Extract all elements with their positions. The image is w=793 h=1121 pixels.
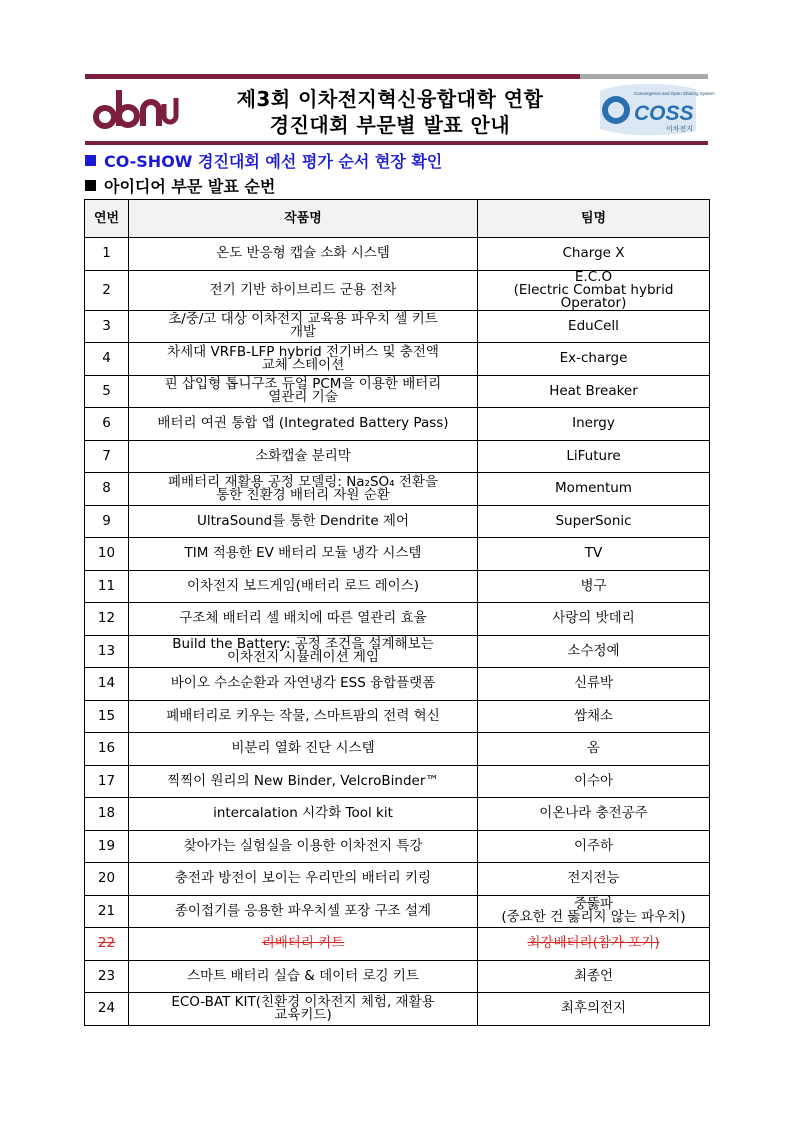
table-row: [85, 700, 710, 733]
table-row: [85, 603, 710, 636]
work-title: 온도 반응형 캡슐 소화 시스템: [129, 238, 478, 271]
table-row: [85, 473, 710, 506]
work-title: 스마트 배터리 실습 & 데이터 로깅 키트: [129, 960, 478, 993]
team-name: Charge X: [478, 238, 710, 271]
team-name: 이온나라 충전공주: [478, 798, 710, 831]
team-name: Inergy: [478, 408, 710, 441]
coss-tagline: Convergence and Open Sharing System: [634, 91, 715, 96]
table-row: [85, 505, 710, 538]
work-title-line-2: 교육키드): [274, 1006, 332, 1023]
title-line-1: 제3회 이차전지혁신융합대학 연합: [236, 87, 544, 111]
team-name: 옴: [478, 733, 710, 766]
row-number: 2: [85, 270, 129, 310]
header-team-name: 팀명: [478, 200, 710, 238]
row-number: 19: [85, 830, 129, 863]
table-row: [85, 570, 710, 603]
work-title: intercalation 시각화 Tool kit: [129, 798, 478, 831]
work-title: TIM 적용한 EV 배터리 모듈 냉각 시스템: [129, 538, 478, 571]
row-number: 10: [85, 538, 129, 571]
work-title-line-1: ECO-BAT KIT(친환경 이차전지 체험, 재활용: [171, 993, 435, 1010]
row-number: 8: [85, 473, 129, 506]
row-number: 12: [85, 603, 129, 636]
row-number: 7: [85, 440, 129, 473]
table-row: [85, 635, 710, 668]
work-title: [129, 343, 478, 376]
row-number: 1: [85, 238, 129, 271]
category-text: 아이디어 부문 발표 순번: [104, 177, 276, 196]
work-title-line-1: 폐배터리 재활용 공정 모델링: Na₂SO₄ 전환을: [167, 473, 438, 490]
team-name: SuperSonic: [478, 505, 710, 538]
team-name: TV: [478, 538, 710, 571]
team-name: 전지전능: [478, 863, 710, 896]
table-row: [85, 928, 710, 961]
coss-logo-subtitle: 이차전지: [666, 125, 694, 133]
team-name: Ex-charge: [478, 343, 710, 376]
row-number: 18: [85, 798, 129, 831]
row-number: 21: [85, 895, 129, 928]
table-row: [85, 440, 710, 473]
team-name: 소수정예: [478, 635, 710, 668]
table-row: [85, 310, 710, 343]
table-row: [85, 733, 710, 766]
presentation-order-table: [84, 199, 710, 1026]
row-number: 16: [85, 733, 129, 766]
team-name: Heat Breaker: [478, 375, 710, 408]
work-title: [129, 473, 478, 506]
table-row: [85, 993, 710, 1026]
notice-text: CO-SHOW 경진대회 예선 평가 순서 현장 확인: [104, 152, 443, 171]
work-title: 이차전지 보드게임(배터리 로드 레이스): [129, 570, 478, 603]
table-row: [85, 798, 710, 831]
team-name: 이주하: [478, 830, 710, 863]
work-title: 찍찍이 원리의 New Binder, VelcroBinder™: [129, 765, 478, 798]
table-row: [85, 375, 710, 408]
work-title: 소화캡슐 분리막: [129, 440, 478, 473]
document-title: [190, 86, 590, 138]
row-number: 14: [85, 668, 129, 701]
work-title: 찾아가는 실험실을 이용한 이차전지 특강: [129, 830, 478, 863]
team-name-line-2: (중요한 건 뚫리지 않는 파우치): [501, 909, 686, 926]
team-name-line-1: E.C.O: [574, 268, 613, 285]
table-row: [85, 895, 710, 928]
work-title-line-2: 이차전지 시뮬레이션 게임: [226, 649, 380, 666]
team-name: 최후의전지: [478, 993, 710, 1026]
cbnu-logo-text: cbnu: [92, 84, 95, 85]
work-title-line-2: 교체 스테이션: [261, 356, 345, 373]
work-title: [129, 993, 478, 1026]
team-name: 이수아: [478, 765, 710, 798]
work-title: [129, 375, 478, 408]
work-title: 종이접기를 응용한 파우치셀 포장 구조 설계: [129, 895, 478, 928]
team-name: [478, 270, 710, 310]
team-name: 최강배터리(참가 포기): [478, 928, 710, 961]
team-name: 쌈채소: [478, 700, 710, 733]
work-title: [129, 310, 478, 343]
header-top-bar-gray: [580, 74, 708, 79]
row-number: 15: [85, 700, 129, 733]
table-row: [85, 765, 710, 798]
row-number: 3: [85, 310, 129, 343]
table-row: [85, 960, 710, 993]
team-name: 최종언: [478, 960, 710, 993]
work-title-line-2: 열관리 기술: [268, 389, 338, 406]
team-name: 사랑의 밧데리: [478, 603, 710, 636]
row-number: 17: [85, 765, 129, 798]
work-title: 리배터리 키트: [129, 928, 478, 961]
square-bullet-icon: [85, 155, 96, 166]
table-row: [85, 830, 710, 863]
coss-logo-text: COSS: [634, 102, 694, 125]
work-title-line-1: Build the Battery: 공정 조건을 설계해보는: [172, 636, 434, 653]
header-bottom-bar: [85, 141, 708, 145]
work-title: 비분리 열화 진단 시스템: [129, 733, 478, 766]
work-title-line-1: 핀 삽입형 톱니구조 듀얼 PCM을 이용한 배터리: [164, 376, 442, 393]
work-title: 배터리 여권 통합 앱 (Integrated Battery Pass): [129, 408, 478, 441]
notice-heading: [85, 152, 442, 172]
coss-logo: [596, 83, 715, 137]
table-row: [85, 863, 710, 896]
header-top-bar-maroon: [85, 74, 580, 79]
work-title: 충전과 방전이 보이는 우리만의 배터리 키링: [129, 863, 478, 896]
header-work-title: 작품명: [129, 200, 478, 238]
category-heading: [85, 177, 275, 197]
work-title: [129, 635, 478, 668]
team-name: 병구: [478, 570, 710, 603]
team-name: LiFuture: [478, 440, 710, 473]
row-number: 9: [85, 505, 129, 538]
work-title: 전기 기반 하이브리드 군용 전차: [129, 270, 478, 310]
row-number: 13: [85, 635, 129, 668]
team-name: EduCell: [478, 310, 710, 343]
row-number: 6: [85, 408, 129, 441]
row-number: 23: [85, 960, 129, 993]
team-name: [478, 895, 710, 928]
team-name: 신류박: [478, 668, 710, 701]
table-row: [85, 343, 710, 376]
table-row: [85, 538, 710, 571]
team-name-line-1: 중뚫파: [573, 896, 614, 913]
table-row: [85, 238, 710, 271]
table-row: [85, 408, 710, 441]
header-number: 연번: [85, 200, 129, 238]
table-row: [85, 270, 710, 310]
table-header-row: [85, 200, 710, 238]
work-title-line-2: 통한 친환경 배터리 자원 순환: [216, 486, 390, 503]
row-number: 20: [85, 863, 129, 896]
row-number: 22: [85, 928, 129, 961]
work-title-line-1: 초/중/고 대상 이차전지 교육용 파우치 셀 키트: [168, 311, 438, 328]
row-number: 4: [85, 343, 129, 376]
work-title-line-1: 차세대 VRFB-LFP hybrid 전기버스 및 충전액: [167, 343, 439, 360]
table-row: [85, 668, 710, 701]
work-title: 구조체 배터리 셀 배치에 따른 열관리 효율: [129, 603, 478, 636]
work-title: 바이오 수소순환과 자연냉각 ESS 융합플랫폼: [129, 668, 478, 701]
row-number: 24: [85, 993, 129, 1026]
row-number: 5: [85, 375, 129, 408]
team-name: Momentum: [478, 473, 710, 506]
title-line-2: 경진대회 부문별 발표 안내: [269, 113, 511, 137]
square-bullet-icon: [85, 180, 96, 191]
cbnu-logo: [92, 84, 178, 136]
row-number: 11: [85, 570, 129, 603]
work-title: 폐배터리로 키우는 작물, 스마트팜의 전력 혁신: [129, 700, 478, 733]
team-name-line-2: (Electric Combat hybrid Operator): [513, 281, 674, 311]
work-title-line-2: 개발: [289, 324, 317, 341]
work-title: UltraSound를 통한 Dendrite 제어: [129, 505, 478, 538]
